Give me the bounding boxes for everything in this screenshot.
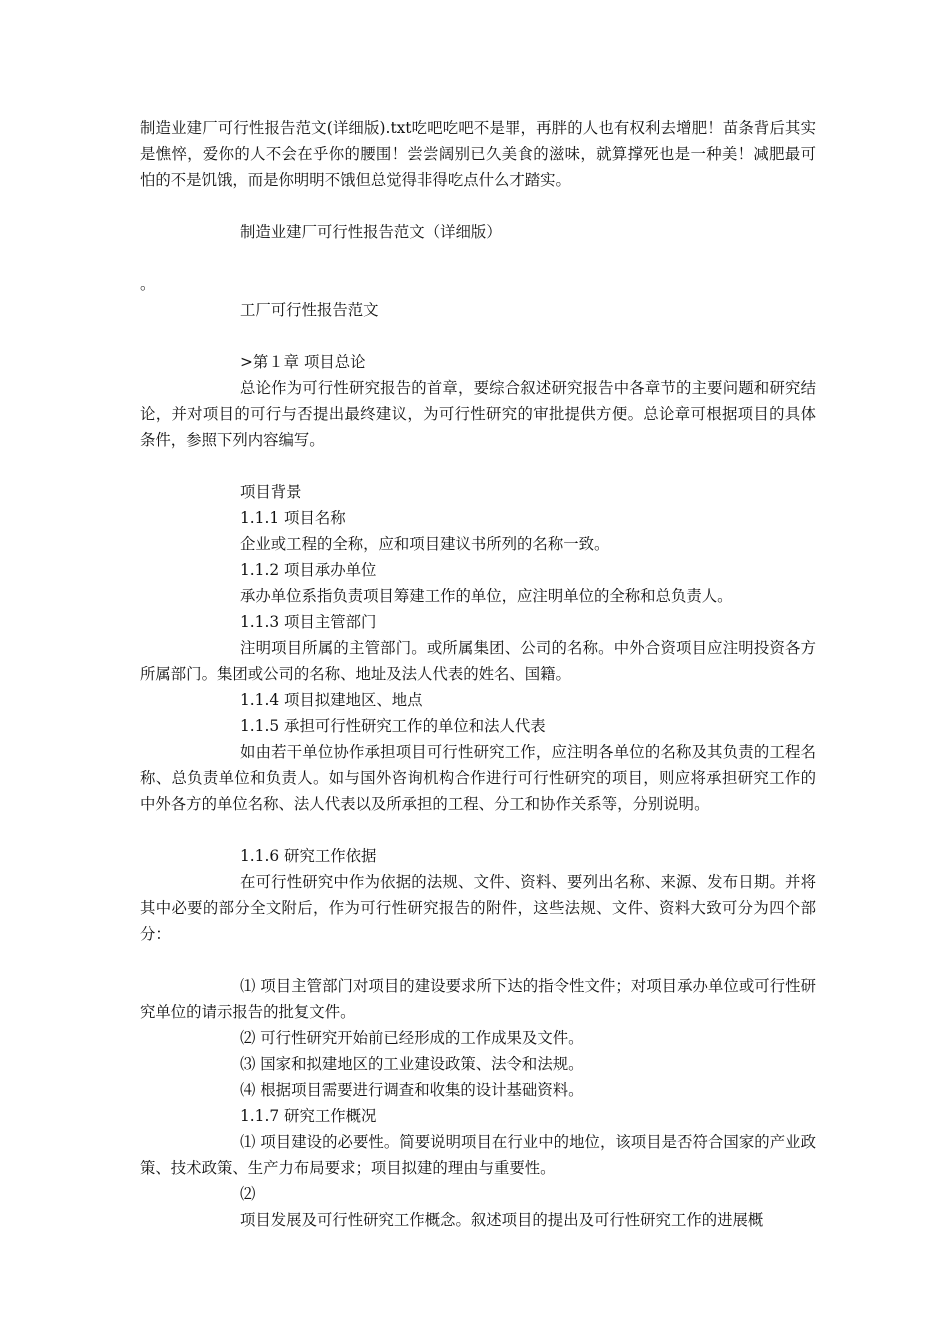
- section-1-1-7-item-2-text: 项目发展及可行性研究工作概念。叙述项目的提出及可行性研究工作的进展概: [240, 1211, 764, 1229]
- section-1-1-5-text: 如由若干单位协作承担项目可行性研究工作，应注明各单位的名称及其负责的工程名称、总负责单位和负责人。如与国外咨询机构合作进行可行性研究的项目，则应将承担研究工作的中外各方的单位名称、法人代表以及所承担的工程、分工和协作关系等，分别说明。: [140, 743, 816, 813]
- stray-period: 。: [140, 275, 156, 293]
- section-1-1-7-item-2-label: ⑵: [240, 1185, 256, 1203]
- section-1-1-1-heading: 1.1.1 项目名称: [240, 509, 346, 527]
- section-1-1-7-heading: 1.1.7 研究工作概况: [240, 1107, 377, 1125]
- section-1-1-5-heading: 1.1.5 承担可行性研究工作的单位和法人代表: [240, 717, 546, 735]
- section-1-1-6-item-3: ⑶ 国家和拟建地区的工业建设政策、法令和法规。: [240, 1055, 584, 1073]
- section-1-1-3-text: 注明项目所属的主管部门。或所属集团、公司的名称。中外合资项目应注明投资各方所属部门。集团或公司的名称、地址及法人代表的姓名、国籍。: [140, 639, 816, 683]
- document-subtitle: 工厂可行性报告范文: [240, 301, 379, 319]
- section-1-1-6-item-4: ⑷ 根据项目需要进行调查和收集的设计基础资料。: [240, 1081, 584, 1099]
- section-1-1-1-text: 企业或工程的全称，应和项目建议书所列的名称一致。: [240, 535, 610, 553]
- chapter-heading: >第１章 项目总论: [240, 353, 366, 371]
- section-1-1-2-heading: 1.1.2 项目承办单位: [240, 561, 377, 579]
- document-title: 制造业建厂可行性报告范文（详细版）: [240, 223, 502, 241]
- section-1-1-3-heading: 1.1.3 项目主管部门: [240, 613, 377, 631]
- section-1-1-6-text: 在可行性研究中作为依据的法规、文件、资料、要列出名称、来源、发布日期。并将其中必要的部分全文附后，作为可行性研究报告的附件，这些法规、文件、资料大致可分为四个部分：: [140, 873, 816, 943]
- section-1-1-2-text: 承办单位系指负责项目筹建工作的单位，应注明单位的全称和总负责人。: [240, 587, 733, 605]
- chapter-paragraph: 总论作为可行性研究报告的首章，要综合叙述研究报告中各章节的主要问题和研究结论，并对项目的可行与否提出最终建议，为可行性研究的审批提供方便。总论章可根据项目的具体条件，参照下列内容编写。: [140, 379, 816, 449]
- section-1-1-6-item-1: ⑴ 项目主管部门对项目的建设要求所下达的指令性文件；对项目承办单位或可行性研究单位的请示报告的批复文件。: [140, 977, 816, 1021]
- section-1-1-6-heading: 1.1.6 研究工作依据: [240, 847, 377, 865]
- section-1-1-4-heading: 1.1.4 项目拟建地区、地点: [240, 691, 423, 709]
- section-heading-background: 项目背景: [240, 483, 302, 501]
- section-1-1-7-item-1: ⑴ 项目建设的必要性。简要说明项目在行业中的地位，该项目是否符合国家的产业政策、技术政策、生产力布局要求；项目拟建的理由与重要性。: [140, 1133, 816, 1177]
- document-page: [140, 115, 816, 1233]
- section-1-1-6-item-2: ⑵ 可行性研究开始前已经形成的工作成果及文件。: [240, 1029, 584, 1047]
- intro-paragraph: 制造业建厂可行性报告范文(详细版).txt吃吧吃吧不是罪，再胖的人也有权利去增肥！苗条背后其实是憔悴，爱你的人不会在乎你的腰围！尝尝阔别已久美食的滋味，就算撑死也是一种美！减肥最可怕的不是饥饿，而是你明明不饿但总觉得非得吃点什么才踏实。: [140, 119, 816, 189]
